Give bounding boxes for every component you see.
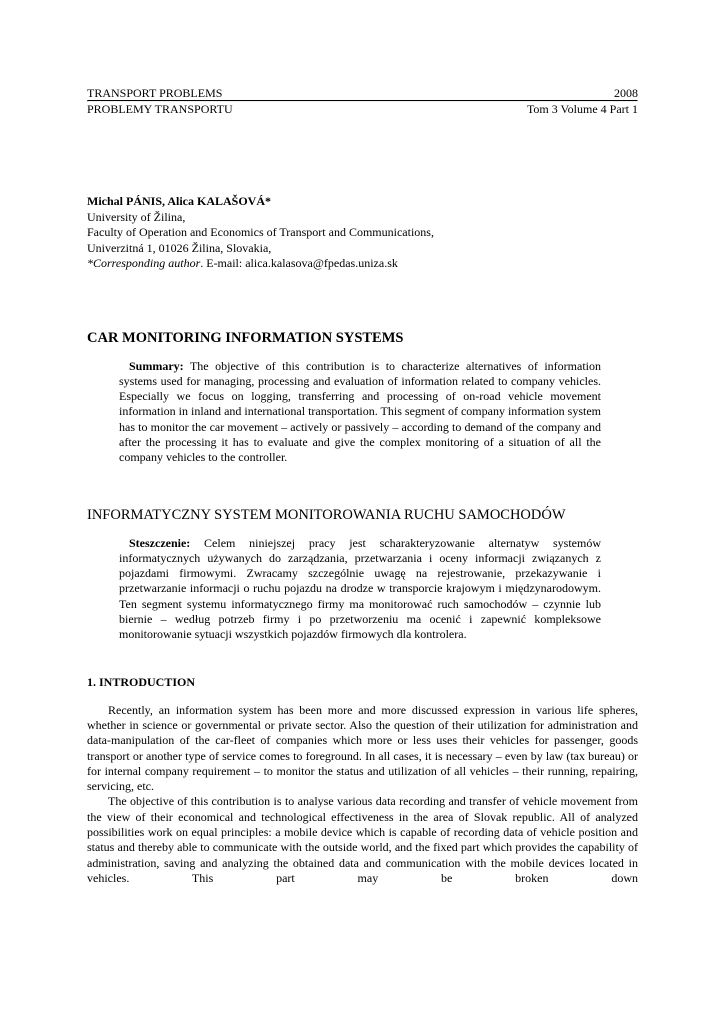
streszczenie-abstract: [119, 536, 601, 643]
paper-title-pl: INFORMATYCZNY SYSTEM MONITOROWANIA RUCHU SAMOCHODÓW: [87, 506, 566, 523]
summary-text: The objective of this contribution is to characterize alternatives of information systems used for managing, processing and evaluation of information related to company vehicles. Especially we focus on logging, transferring and processing of on-road vehicle movement information in inland and international transportation. This segment of company information system has to monitor the car movement – actively or passively – according to demand of the company and after the processing it has to evaluate and give the complex monitoring of a situation of all the company vehicles to the controller.: [119, 358, 601, 465]
author-block: [87, 194, 638, 272]
streszczenie-label: Steszczenie:: [129, 535, 191, 550]
paper-page: [87, 86, 638, 886]
affiliation-university: University of Žilina,: [87, 209, 186, 224]
journal-name-pl: PROBLEMY TRANSPORTU: [87, 102, 233, 116]
corresponding-author: [87, 256, 638, 272]
intro-paragraph-2: [87, 794, 638, 886]
author-names: Michal PÁNIS, Alica KALAŠOVÁ*: [87, 194, 272, 208]
streszczenie-text: Celem niniejszej pracy jest scharakteryzowanie alternatyw systemów informatycznych używanych do zarządzania, przetwarzania i oceny informacji związanych z pojazdami firmowymi. Zwracamy szczególnie uwagę na rejestrowanie, przekazywanie i przetwarzanie informacji o ruchu pojazdu na drodze w transporcie krajowym i międzynarodowym. Ten segment systemu informatycznego firmy ma monitorować ruch samochodów – czynnie lub biernie – według potrzeb firmy i po przetworzeniu ma ocenić i zapewnić kompleksowe monitorowanie sytuacji wszystkich pojazdów firmowych dla kontrolera.: [119, 535, 601, 642]
intro-paragraph-2-text: The objective of this contribution is to analyse various data recording and transfer of vehicle movement from the view of their economical and technological effectiveness in the area of Slovak republic. All of analyzed possibilities work on equal principles: a mobile device which is capable of recording data of vehicle position and status and thereby able to communicate with the outside world, and the fixed part which provides the capability of administration, saving and analyzing the obtained data and communication with the mobile devices located in vehicles. This part may be broken down: [87, 794, 638, 885]
paper-title-en: CAR MONITORING INFORMATION SYSTEMS: [87, 329, 404, 346]
journal-year: 2008: [614, 86, 638, 100]
running-header-top: [87, 86, 638, 100]
journal-volume: Tom 3 Volume 4 Part 1: [526, 102, 638, 116]
corresponding-email: . E-mail: alica.kalasova@fpedas.uniza.sk: [200, 256, 398, 270]
affiliation-address: Univerzitná 1, 01026 Žilina, Slovakia,: [87, 240, 272, 255]
section-heading-introduction: 1. INTRODUCTION: [87, 674, 196, 689]
summary-label: Summary:: [129, 358, 184, 373]
affiliation-faculty: Faculty of Operation and Economics of Transport and Communications,: [87, 225, 434, 239]
summary-abstract: [119, 359, 601, 466]
journal-name-en: TRANSPORT PROBLEMS: [87, 86, 223, 100]
corresponding-label: *Corresponding author: [87, 256, 201, 270]
intro-paragraph-1: Recently, an information system has been more and more discussed expression in various life spheres, whether in science or governmental or private sector. Also the question of their utilization for administration and data-manipulation of the car-fleet of companies which more or less uses their vehicles for passenger, goods transport or another type of service comes to foreground. In all cases, it is necessary – even by law (tax bureau) or for internal company requirement – to monitor the status and utilization of all vehicles – their running, repairing, servicing, etc.: [87, 702, 638, 794]
running-header-bottom: [87, 102, 638, 116]
